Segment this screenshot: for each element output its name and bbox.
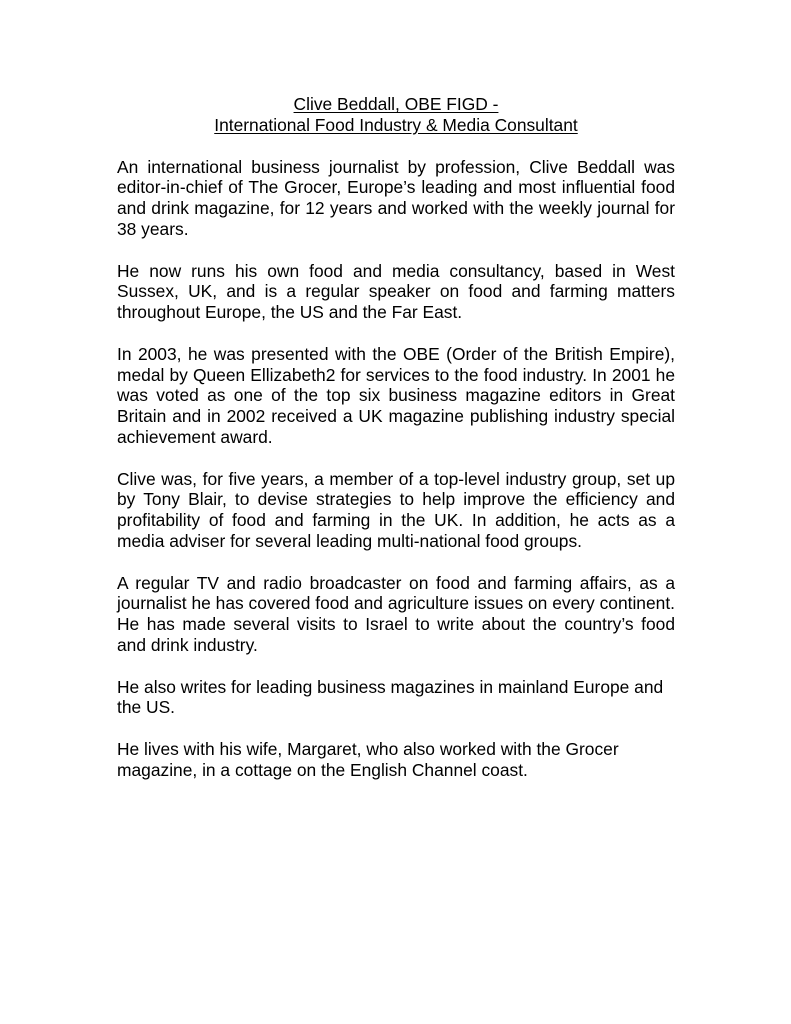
- title-line-name: Clive Beddall, OBE FIGD -: [293, 94, 499, 114]
- document-title: [117, 94, 675, 136]
- paragraph-awards: In 2003, he was presented with the OBE (Order of the British Empire), medal by Queen Ellizabeth2 for services to the food industry. In 2001 he was voted as one of the top six business magazine editors in Great Britain and in 2002 received a UK magazine publishing industry special achievement award.: [117, 343, 675, 447]
- paragraph-personal: He lives with his wife, Margaret, who also worked with the Grocer magazine, in a cottage on the English Channel coast.: [117, 738, 619, 780]
- paragraph-broadcaster: A regular TV and radio broadcaster on food and farming affairs, as a journalist he has covered food and agriculture issues on every continent. He has made several visits to Israel to write about the country’s food and drink industry.: [117, 572, 675, 655]
- paragraph-intro: An international business journalist by profession, Clive Beddall was editor-in-chief of The Grocer, Europe’s leading and most influential food and drink magazine, for 12 years and worked with the weekly journal for 38 years.: [117, 156, 675, 239]
- document-page: [117, 94, 675, 781]
- paragraph-consultancy: He now runs his own food and media consultancy, based in West Sussex, UK, and is a regular speaker on food and farming matters throughout Europe, the US and the Far East.: [117, 260, 675, 323]
- paragraph-industry-group: Clive was, for five years, a member of a top-level industry group, set up by Tony Blair, to devise strategies to help improve the efficiency and profitability of food and farming in the UK. In addition, he acts as a media adviser for several leading multi-national food groups.: [117, 468, 675, 551]
- title-line-role: International Food Industry & Media Consultant: [214, 114, 578, 135]
- paragraph-magazines: He also writes for leading business magazines in mainland Europe and the US.: [117, 676, 664, 718]
